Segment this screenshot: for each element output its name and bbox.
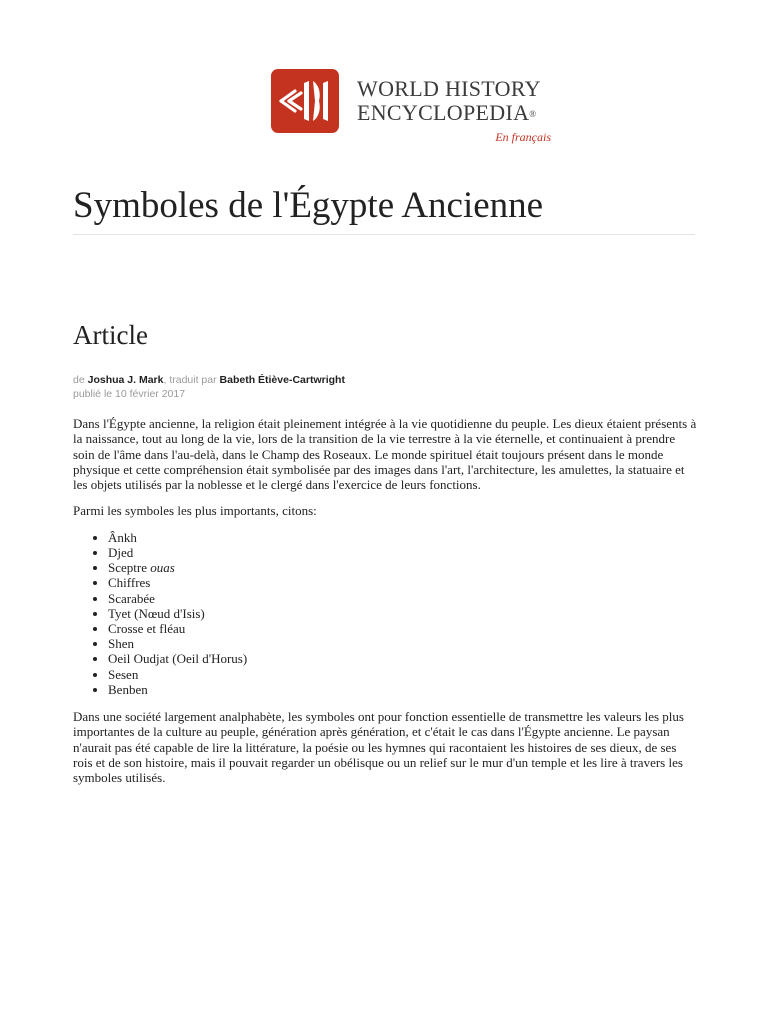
byline (73, 373, 695, 401)
publish-date: publié le 10 février 2017 (73, 388, 186, 400)
paragraph: Dans une société largement analphabète, les symboles ont pour fonction essentielle de transmettre les valeurs les plus importantes de la culture au peuple, génération après génération, et c'était le cas dans l'Égypte ancienne. Le paysan n'aurait pas été capable de lire la littérature, la poésie ou les hymnes qui racontaient les histoires de ses dieux, de ses rois et de son histoire, mais il pouvait regarder un obélisque ou un relief sur le mur d'un temple et les lire à travers les symboles utilisés. (73, 709, 684, 786)
paragraph: Parmi les symboles les plus importants, citons: (73, 503, 317, 519)
translator-name[interactable]: Babeth Étiève-Cartwright (219, 374, 345, 386)
list-item: • Djed (108, 545, 698, 560)
logo-wordmark (357, 77, 541, 125)
logo-line2: ENCYCLOPEDIA® (357, 100, 537, 125)
byline-credits: de Joshua J. Mark, traduit par Babeth Étiève-Cartwright (73, 374, 345, 386)
section-heading: Article (73, 320, 148, 350)
list-item: • Scarabée (108, 591, 698, 606)
article-body (73, 416, 698, 797)
list-item: • Ânkh (108, 530, 698, 545)
whe-logo-icon (271, 69, 339, 133)
list-item: • Benben (108, 682, 698, 697)
author-name[interactable]: Joshua J. Mark (87, 374, 164, 386)
list-item: • Shen (108, 636, 698, 651)
page-title: Symboles de l'Égypte Ancienne (73, 185, 544, 226)
logo-language-subtitle: En français (495, 130, 551, 144)
list-item: • Chiffres (108, 575, 698, 590)
list-item: • Sceptre ouas (108, 560, 698, 575)
logo-line1: WORLD HISTORY (357, 76, 541, 101)
list-item: • Crosse et fléau (108, 621, 698, 636)
paragraph: Dans l'Égypte ancienne, la religion était pleinement intégrée à la vie quotidienne du peuple. Les dieux étaient présents à la naissance, tout au long de la vie, lors de la transition de la vie terrestre à la vie éternelle, et continuaient à prendre soin de l'âme dans l'au-delà, dans le Champ des Roseaux. Le monde spirituel était toujours présent dans le monde physique et cette compréhension était symbolisée par des images dans l'art, l'architecture, les amulettes, la statuaire et les objets utilisés par la noblesse et le clergé dans l'exercice de leurs fonctions. (73, 416, 697, 493)
symbols-list (73, 530, 698, 697)
italic-term: ouas (150, 560, 175, 576)
list-item: • Sesen (108, 667, 698, 682)
title-divider (73, 234, 695, 235)
site-logo[interactable] (271, 69, 561, 149)
list-item: • Oeil Oudjat (Oeil d'Horus) (108, 651, 698, 666)
list-item: • Tyet (Nœud d'Isis) (108, 606, 698, 621)
registered-mark: ® (529, 109, 537, 119)
